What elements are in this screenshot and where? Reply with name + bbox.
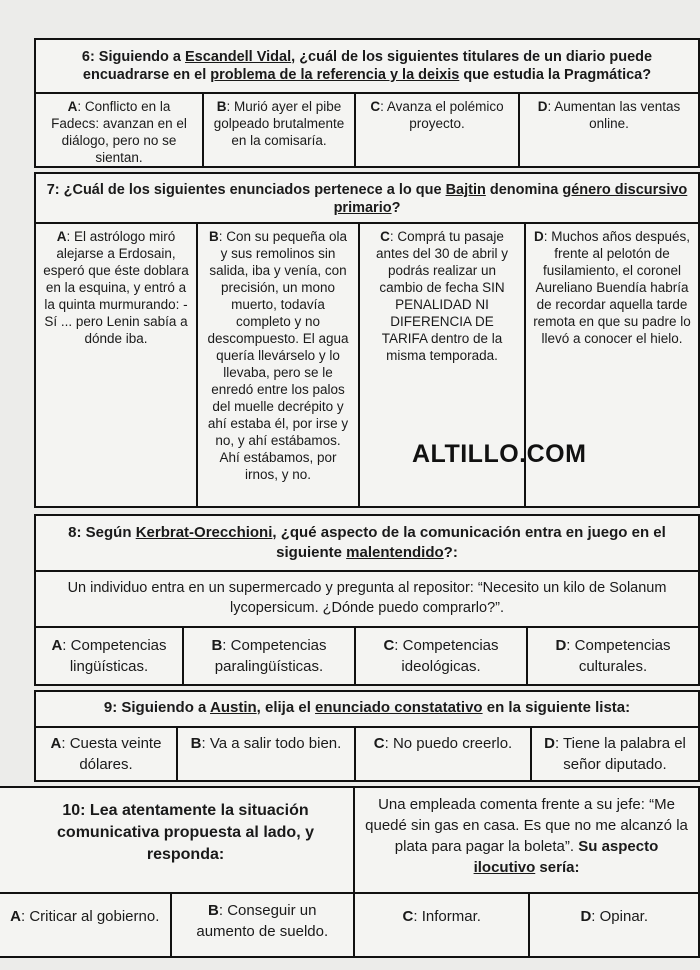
option-d[interactable]: D: Aumentan las ventas online. xyxy=(537,99,681,131)
question-7-title: 7: ¿Cuál de los siguientes enunciados pertenece a lo que Bajtin denomina género discursivo primario? xyxy=(36,174,698,224)
option-d[interactable]: D: Tiene la palabra el señor diputado. xyxy=(544,735,686,773)
question-6 xyxy=(34,38,700,168)
option-c[interactable]: C: No puedo creerlo. xyxy=(356,728,532,780)
option-a[interactable]: A: Cuesta veinte dólares. xyxy=(36,728,178,780)
watermark: ALTILLO.COM xyxy=(412,440,587,468)
topic-name: problema de la referencia y la deixis xyxy=(210,67,460,83)
option-c[interactable]: C: Competencias ideológicas. xyxy=(356,628,528,684)
option-a[interactable]: A: El astrólogo miró alejarse a Erdosain, esperó que éste doblara en la esquina, y entró a la quinta murmurando: -Sí ... pero Lenin sabía a dónde iba. xyxy=(36,224,198,506)
question-8 xyxy=(34,514,700,686)
question-6-title: 6: Siguiendo a Escandell Vidal, ¿cuál de los siguientes titulares de un diario puede encuadrarse en el problema de la referencia y la deixis que estudia la Pragmática? xyxy=(36,40,698,94)
question-8-statement: Un individuo entra en un supermercado y pregunta al repositor: “Necesito un kilo de Solanum lycopersicum. ¿Dónde puedo comprarlo?”. xyxy=(36,572,698,628)
topic-name: género discursivo primario xyxy=(333,182,688,216)
option-d[interactable]: D: Opinar. xyxy=(580,908,649,925)
question-9-title: 9: Siguiendo a Austin, elija el enunciado constatativo en la siguiente lista: xyxy=(36,692,698,728)
question-10 xyxy=(0,786,700,958)
option-b[interactable]: B: Con su pequeña ola y sus remolinos sin salida, iba y venía, con precisión, un mono muerto, todavía completo y no descompuesto. El agua quería llevárselo y lo llevaba, pero se le enredó entre los palos del muelle decrépito y ahí estaba él, por irse y no, y ahí estábamos. Ahí estábamos, por irnos, y no. xyxy=(198,224,360,506)
question-10-situation: Una empleada comenta frente a su jefe: “Me quedé sin gas en casa. Es que no me alcanzó la plata para pagar la boleta”. Su aspecto ilocutivo sería: xyxy=(365,796,688,876)
question-7 xyxy=(34,172,700,508)
option-d[interactable]: D: Competencias culturales. xyxy=(555,637,671,675)
author-name: Bajtin xyxy=(445,182,486,198)
question-8-title: 8: Según Kerbrat-Orecchioni, ¿qué aspecto de la comunicación entra en juego en el siguiente malentendido?: xyxy=(36,516,698,572)
option-c[interactable]: C: Avanza el polémico proyecto. xyxy=(356,94,520,166)
option-a[interactable]: A: Competencias lingüísticas. xyxy=(36,628,184,684)
option-a[interactable]: A: Criticar al gobierno. xyxy=(0,894,172,956)
topic-name: malentendido xyxy=(346,544,444,561)
author-name: Escandell Vidal xyxy=(185,49,292,65)
question-9 xyxy=(34,690,700,782)
option-b[interactable]: B: Murió ayer el pibe golpeado brutalmente en la comisaría. xyxy=(204,94,356,166)
option-b[interactable]: B: Competencias paralingüísticas. xyxy=(184,628,356,684)
option-b[interactable]: B: Va a salir todo bien. xyxy=(178,728,356,780)
option-c[interactable]: C: Informar. xyxy=(355,894,531,956)
option-a[interactable]: A: Conflicto en la Fadecs: avanzan en el diálogo, pero no se sientan. xyxy=(36,94,204,166)
option-d[interactable]: D: Muchos años después, frente al pelotón de fusilamiento, el coronel Aureliano Buendía habría de recordar aquella tarde remota en que su padre lo llevó a conocer el hielo. xyxy=(533,229,691,346)
question-10-instruction: 10: Lea atentamente la situación comunicativa propuesta al lado, y responda: xyxy=(0,788,355,892)
option-c[interactable]: C: Comprá tu pasaje antes del 30 de abril y podrás realizar un cambio de fecha SIN PENALIDAD NI DIFERENCIA DE TARIFA dentro de la misma temporada. xyxy=(360,224,526,506)
topic-name: enunciado constatativo xyxy=(315,699,483,716)
author-name: Kerbrat-Orecchioni xyxy=(135,524,273,541)
option-b[interactable]: B: Conseguir un aumento de sueldo. xyxy=(172,894,355,956)
author-name: Austin xyxy=(210,699,257,716)
